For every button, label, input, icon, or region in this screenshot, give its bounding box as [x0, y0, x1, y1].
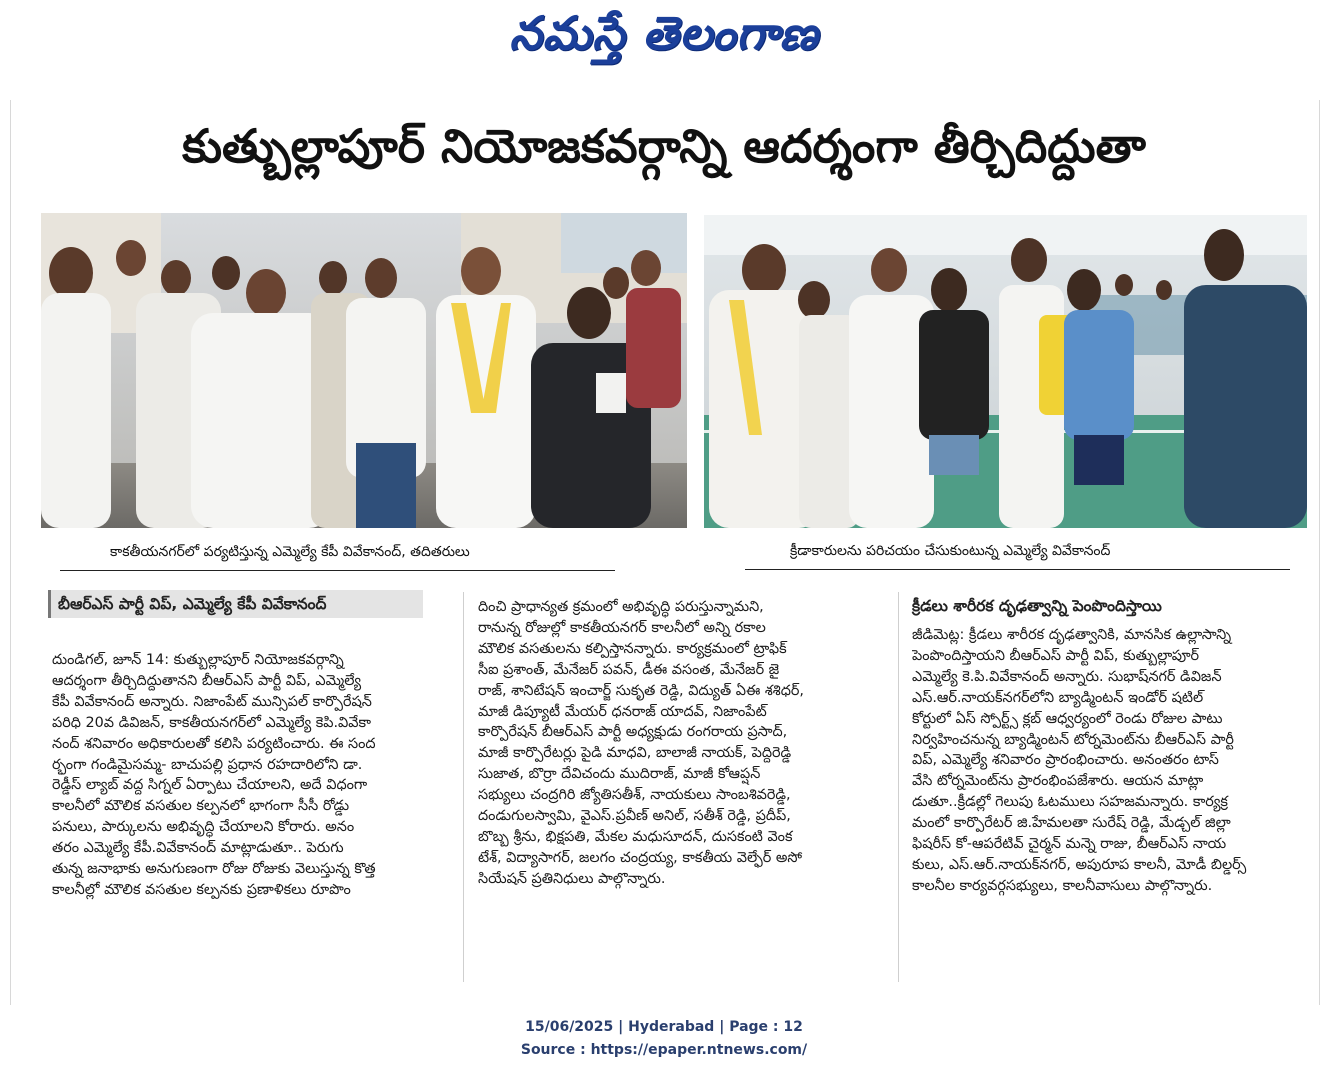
caption-underline-right: [745, 569, 1290, 570]
article-line: ఎమ్మెల్యే కె.పి.వివేకానంద్ అన్నారు. సుభాష్‌నగర్ డివిజన్: [912, 668, 1222, 685]
photo-badminton-court: [704, 215, 1307, 528]
article-line: కులు, ఎస్.ఆర్.నాయక్‌నగర్, అపురూప కాలనీ, మోడీ బిల్డర్స్: [912, 856, 1247, 873]
article-line: దుండిగల్, జూన్ 14: కుత్బుల్లాపూర్ నియోజకవర్గాన్ని: [52, 652, 344, 668]
article-line: కాలనీల కార్యవర్గసభ్యులు, కాలనీవాసులు పాల్గొన్నారు.: [912, 877, 1213, 894]
article-line: సీఐ ప్రశాంత్, మేనేజర్ పవన్, డీఈ వసంత, మేనేజర్ జై: [478, 661, 780, 678]
article-line: రెడ్డీస్ ల్యాబ్ వద్ద సిగ్నల్ ఏర్పాటు చేయాలని, అదే విధంగా: [52, 777, 368, 794]
photo-street-walk: [41, 213, 687, 528]
article-column-left: [52, 650, 450, 901]
photo-caption-left: [110, 542, 630, 564]
article-line: ఎస్.ఆర్.నాయక్‌నగర్‌లోని బ్యాడ్మింటన్ ఇండోర్ షటిల్: [912, 689, 1204, 706]
article-line: రాజ్, శానిటేషన్ ఇంచార్జ్ సుకృత రెడ్డి, విద్యుత్ ఏఈ శశిధర్,: [478, 682, 804, 699]
photo-caption-right: [790, 541, 1270, 563]
article-line: ఫిషరీస్ కో-ఆపరేటివ్ చైర్మన్ మన్నె రాజు, బీఆర్‌ఎస్ నాయ: [912, 836, 1227, 853]
article-line: ఆదర్శంగా తీర్చిదిద్దుతానని బీఆర్‌ఎస్ పార్టీ విప్, ఎమ్మెల్యే: [52, 672, 362, 689]
article-line: విప్, ఎమ్మెల్యే శనివారం ప్రారంభించారు. అనంతరం టాస్: [912, 752, 1219, 769]
article-line: సుజాత, బొర్రా దేవిచందు ముదిరాజ్, మాజీ కోఆప్షన్: [478, 766, 761, 783]
article-line: మాజీ కార్పొరేటర్లు పైడి మాధవి, బాలాజీ నాయక్, పెద్దిరెడ్డి: [478, 745, 792, 762]
article-line: డుతూ..క్రీడల్లో గెలుపు ఓటములు సహజమన్నారు. కార్యక్ర: [912, 794, 1228, 811]
article-line: రానున్న రోజుల్లో కాకతీయనగర్ కాలనీలో అన్ని రకాల: [478, 619, 766, 636]
article-line: మాజీ డిప్యూటీ మేయర్ ధనరాజ్ యాదవ్, నిజాంపేట్: [478, 703, 767, 720]
article-line: కేపీ వివేకానంద్ అన్నారు. నిజాంపేట్ మున్సిపల్ కార్పొరేషన్: [52, 693, 372, 710]
article-line: మౌలిక వసతులను కల్పిస్తానన్నారు. కార్యక్రమంలో ట్రాఫిక్: [478, 640, 787, 657]
article-line: కార్పొరేషన్ బీఆర్‌ఎస్ పార్టీ అధ్యక్షుడు రంగరాయ ప్రసాద్,: [478, 724, 788, 741]
masthead: [0, 6, 1328, 72]
article-line: దించి ప్రాధాన్యత క్రమంలో అభివృద్ధి పరుస్తున్నామని,: [478, 599, 764, 615]
headline-text: కుత్బుల్లాపూర్ నియోజకవర్గాన్ని ఆదర్శంగా తీర్చిదిద్దుతా: [182, 119, 1146, 173]
article-line: ర్భంగా గండిమైసమ్మ- బాచుపల్లి ప్రధాన రహదారిలోని డా.: [52, 756, 363, 773]
article-line: పనులు, పార్కులను అభివృద్ధి చేయాలని కోరారు. అనం: [52, 819, 355, 836]
article-line: జీడిమెట్ల: క్రీడలు శారీరక దృఢత్వానికి, మానసిక ఉల్లాసాన్ని: [912, 627, 1232, 643]
article-line: కోర్టులో ఏస్ స్పోర్ట్స్ క్లబ్ ఆధ్వర్యంలో రెండు రోజుల పాటు: [912, 710, 1223, 727]
footer-source: Source : https://epaper.ntnews.com/: [520, 1042, 808, 1058]
newspaper-logo: నమస్తే తెలంగాణ: [509, 6, 819, 60]
article-line: పరిధి 20వ డివిజన్, కాకతీయనగర్‌లో ఎమ్మెల్యే కెపి.వివేకా: [52, 714, 371, 731]
article-line: నంద్ శనివారం అధికారులతో కలిసి పర్యటించారు. ఈ సంద: [52, 735, 376, 752]
footer-date-page: 15/06/2025 | Hyderabad | Page : 12: [525, 1019, 803, 1035]
article-line: మంలో కార్పొరేటర్ జి.హేమలతా సురేష్ రెడ్డి, మేడ్చల్ జిల్లా: [912, 815, 1231, 832]
article-column-right: [912, 625, 1310, 897]
article-line: వేసి టోర్నమెంట్‌ను ప్రారంభింపజేశారు. ఆయన మాట్లా: [912, 773, 1204, 790]
article-line: దండుగులస్వామి, వైఎస్.ప్రవీణ్ అనిల్, సతీశ్ రెడ్డి, ప్రదీప్,: [478, 808, 791, 825]
caption-right-text: క్రీడాకారులను పరిచయం చేసుకుంటున్న ఎమ్మెల్యే వివేకానంద్: [790, 542, 1111, 559]
article-line: తున్న జనాభాకు అనుగుణంగా రోజు రోజుకు వెలుస్తున్న కొత్త: [52, 861, 376, 878]
article-column-middle: [478, 597, 886, 890]
article-line: సియేషన్ ప్రతినిధులు పాల్గొన్నారు.: [478, 870, 666, 887]
article-line: కాలనీలో మౌలిక వసతుల కల్పనలో భాగంగా సీసీ రోడ్డు: [52, 798, 350, 815]
article-line: నిర్వహించనున్న బ్యాడ్మింటన్ టోర్నమెంట్‌ను బీఆర్‌ఎస్ పార్టీ: [912, 731, 1234, 748]
article-line: టేశ్, విద్యాసాగర్, జలగం చంద్రయ్య, కాకతీయ వెల్ఫేర్ అసో: [478, 849, 803, 866]
article-subhead-left: బీఆర్‌ఎస్ పార్టీ విప్, ఎమ్మెల్యే కేపీ వివేకానంద్: [58, 595, 327, 613]
column-divider: [463, 592, 464, 982]
article-line: తరం ఎమ్మెల్యే కేపీ.వివేకానంద్ మాట్లాడుతూ.. పెరుగు: [52, 840, 344, 857]
article-subhead-right: క్రీడలు శారీరక దృఢత్వాన్ని పెంపొందిస్తాయి: [912, 597, 1162, 615]
article-line: సభ్యులు చంద్రగిరి జ్యోతిసతీశ్, నాయకులు సాంబశివరెడ్డి,: [478, 787, 791, 804]
caption-left-text: కాకతీయనగర్‌లో పర్యటిస్తున్న ఎమ్మెల్యే కేపీ వివేకానంద్, తదితరులు: [110, 543, 470, 560]
caption-underline-left: [60, 570, 615, 571]
article-line: పెంపొందిస్తాయని బీఆర్‌ఎస్ పార్టీ విప్, కుత్బుల్లాపూర్: [912, 647, 1200, 664]
article-line: బొబ్బ శ్రీను, భిక్షపతి, మేకల మధుసూదన్, దుసకంటి వెంక: [478, 828, 793, 845]
column-divider: [898, 592, 899, 982]
headline: [20, 112, 1308, 192]
article-line: కాలనీల్లో మౌలిక వసతుల కల్పనకు ప్రణాళికలు రూపొం: [52, 881, 351, 898]
